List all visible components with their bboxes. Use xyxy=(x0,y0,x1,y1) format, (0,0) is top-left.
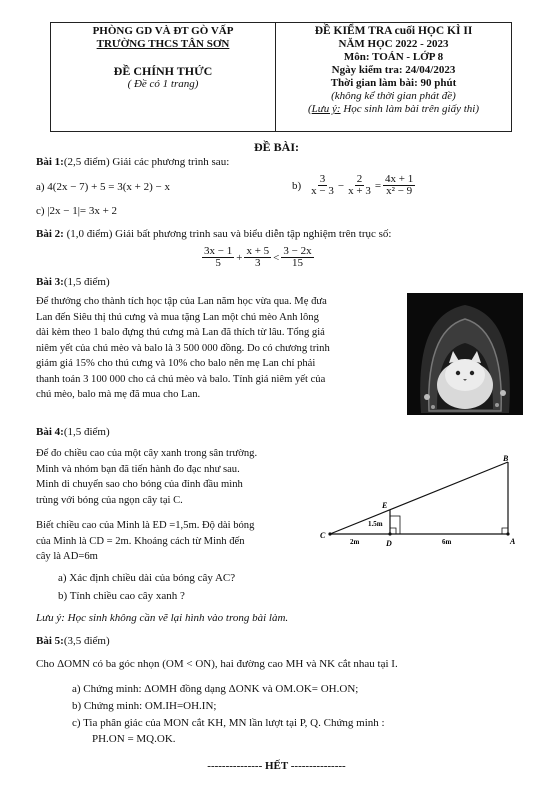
height-label: 1.5m xyxy=(368,520,383,528)
bai5-a: a) Chứng minh: ΔOMH đồng dạng ΔONK và OM.OK= OH.ON; xyxy=(72,683,359,695)
text-line: giảm giá 15% cho thú cưng và 10% cho balo nên mẹ Lan chỉ phải xyxy=(36,358,316,369)
bai5-points: (3,5 điểm) xyxy=(63,635,110,647)
end-marker: --------------- HẾT --------------- xyxy=(207,760,346,772)
text-line: niêm yết của chú mèo và balo là 3 500 000 đồng. Do có chương trình xyxy=(36,342,330,354)
department: PHÒNG GD VÀ ĐT GÒ VẤP xyxy=(92,25,234,37)
fraction xyxy=(244,246,271,269)
exam-title: ĐỀ KIỂM TRA cuối HỌC KÌ II xyxy=(314,25,473,37)
bai4-question-a: a) Xác định chiều dài của bóng cây AC? xyxy=(58,572,236,584)
label-d: D xyxy=(386,539,392,548)
note-label: Lưu ý: xyxy=(311,103,341,115)
bai4-body xyxy=(36,446,336,508)
text-line: chú mèo, balo mà mẹ đã mua cho Lan. xyxy=(36,389,201,400)
official-label: ĐỀ CHÍNH THỨC xyxy=(113,64,213,78)
bai5-intro: Cho ΔOMN có ba góc nhọn (OM < ON), hai đường cao MH và NK cắt nhau tại I. xyxy=(36,658,398,670)
bai3-label: Bài 3: xyxy=(36,276,64,288)
text-line: Minh di chuyển sao cho bóng của đỉnh đầu mình xyxy=(36,479,243,490)
bai1-heading xyxy=(36,156,229,168)
bai4-points: (1,5 điểm) xyxy=(63,426,110,438)
frac-num: x + 5 xyxy=(246,245,270,257)
operator: − xyxy=(337,179,345,192)
frac-den: x + 3 xyxy=(348,185,371,197)
subject: Môn: TOÁN - LỚP 8 xyxy=(343,51,444,63)
bai3-body xyxy=(36,294,406,403)
frac-den: 3 xyxy=(255,257,261,269)
bai1-c: c) |2x − 1|= 3x + 2 xyxy=(36,205,118,217)
text-line: Lan đến Siêu thị thú cưng và mua tặng Lan một chú mèo Anh lông xyxy=(36,311,319,323)
bai1-label: Bài 1: xyxy=(36,156,64,168)
frac-den: x − 3 xyxy=(311,185,334,197)
exam-date: Ngày kiểm tra: 24/04/2023 xyxy=(331,64,456,76)
bai4-body-2 xyxy=(36,518,336,565)
operator: = xyxy=(374,179,382,192)
label-e: E xyxy=(382,501,388,510)
fraction xyxy=(309,174,336,197)
note-text: Học sinh làm bài trên giấy thi) xyxy=(340,103,479,115)
bai2-heading xyxy=(36,228,391,240)
bai3-heading xyxy=(36,276,110,288)
school-year: NĂM HỌC 2022 - 2023 xyxy=(338,38,449,50)
duration: Thời gian làm bài: 90 phút xyxy=(330,77,457,89)
bai2-inequality xyxy=(200,246,316,269)
text-line: Biết chiều cao của Minh là ED =1,5m. Độ dài bóng xyxy=(36,520,255,531)
bai5-label: Bài 5: xyxy=(36,635,64,647)
fraction xyxy=(383,174,415,197)
person-figure xyxy=(390,516,400,534)
frac-den: 5 xyxy=(215,257,221,269)
bai1-a: a) 4(2x − 7) + 5 = 3(x + 2) − x xyxy=(36,181,170,193)
frac-num: 4x + 1 xyxy=(385,173,414,185)
text-line: Để thưởng cho thành tích học tập của Lan năm học vừa qua. Mẹ đưa xyxy=(36,296,327,307)
cd-label: 2m xyxy=(350,538,360,546)
bai4-note: Lưu ý: Học sinh không cần vẽ lại hình vào trong bài làm. xyxy=(36,612,289,624)
bai5-heading xyxy=(36,635,110,647)
text-line: cây là AD=6m xyxy=(36,551,98,562)
bai2-label: Bài 2: xyxy=(36,228,64,240)
frac-den: x² − 9 xyxy=(386,185,413,197)
text-line: dài kèm theo 1 balo đựng thú cưng mà Lan đã thích từ lâu. Tổng giá xyxy=(36,327,325,338)
bai5-c-cont: PH.ON = MQ.OK. xyxy=(92,733,176,745)
bai2-text: (1,0 điểm) Giải bất phương trình sau và biểu diễn tập nghiệm trên trục số: xyxy=(66,228,392,240)
frac-num: 2 xyxy=(356,173,363,185)
bai1-b-label: b) xyxy=(292,179,302,192)
header-left xyxy=(51,25,275,91)
frac-num: 3 xyxy=(319,173,326,185)
bai3-points: (1,5 điểm) xyxy=(63,276,110,288)
frac-den: 15 xyxy=(291,257,303,269)
fraction xyxy=(202,246,234,269)
page-title: ĐỀ BÀI: xyxy=(253,140,299,154)
frac-num: 3x − 1 xyxy=(204,245,233,257)
ad-label: 6m xyxy=(442,538,452,546)
cat-in-backpack-photo xyxy=(407,293,523,415)
exam-header xyxy=(50,22,512,132)
school-name: TRƯỜNG THCS TÂN SƠN xyxy=(96,38,230,50)
text-line: thanh toán 3 100 000 cho cả chú mèo và balo. Tính giá niêm yết của xyxy=(36,373,326,385)
photo-illustration xyxy=(407,293,523,415)
label-b: B xyxy=(503,454,509,463)
fraction xyxy=(346,174,373,197)
page-count: ( Đề có 1 trang) xyxy=(127,78,199,90)
header-right xyxy=(276,25,511,116)
fraction xyxy=(281,246,313,269)
text-line: của Minh là CD = 2m. Khoảng cách từ Minh đến xyxy=(36,535,245,547)
label-c: C xyxy=(320,531,326,540)
bai4-heading xyxy=(36,426,110,438)
bai1-b xyxy=(292,174,417,197)
header-note: (Lưu ý: Học sinh làm bài trên giấy thi) xyxy=(308,103,479,115)
tree-shadow-diagram xyxy=(318,452,540,548)
frac-num: 3 − 2x xyxy=(283,245,312,257)
bai5-b: b) Chứng minh: OM.IH=OH.IN; xyxy=(72,700,217,712)
bai5-c: c) Tia phân giác của MON cắt KH, MN lần lượt tại P, Q. Chứng minh : xyxy=(72,717,385,729)
label-a: A xyxy=(510,537,516,546)
text-line: Để đo chiều cao của một cây xanh trong sân trường. xyxy=(36,448,258,459)
operator: + xyxy=(236,251,243,264)
bai4-question-b: b) Tính chiều cao cây xanh ? xyxy=(58,590,185,602)
duration-note: (không kể thời gian phát đề) xyxy=(331,90,456,102)
bai4-label: Bài 4: xyxy=(36,426,64,438)
text-line: Minh và nhóm bạn đã tiến hành đo đạc như sau. xyxy=(36,463,240,475)
operator: < xyxy=(273,251,280,264)
bai1-text: Giải các phương trình sau: xyxy=(109,156,230,168)
shadow-ray xyxy=(330,462,508,534)
text-line: trùng với bóng của ngọn cây tại C. xyxy=(36,494,183,506)
bai1-points: (2,5 điểm) xyxy=(63,156,110,168)
